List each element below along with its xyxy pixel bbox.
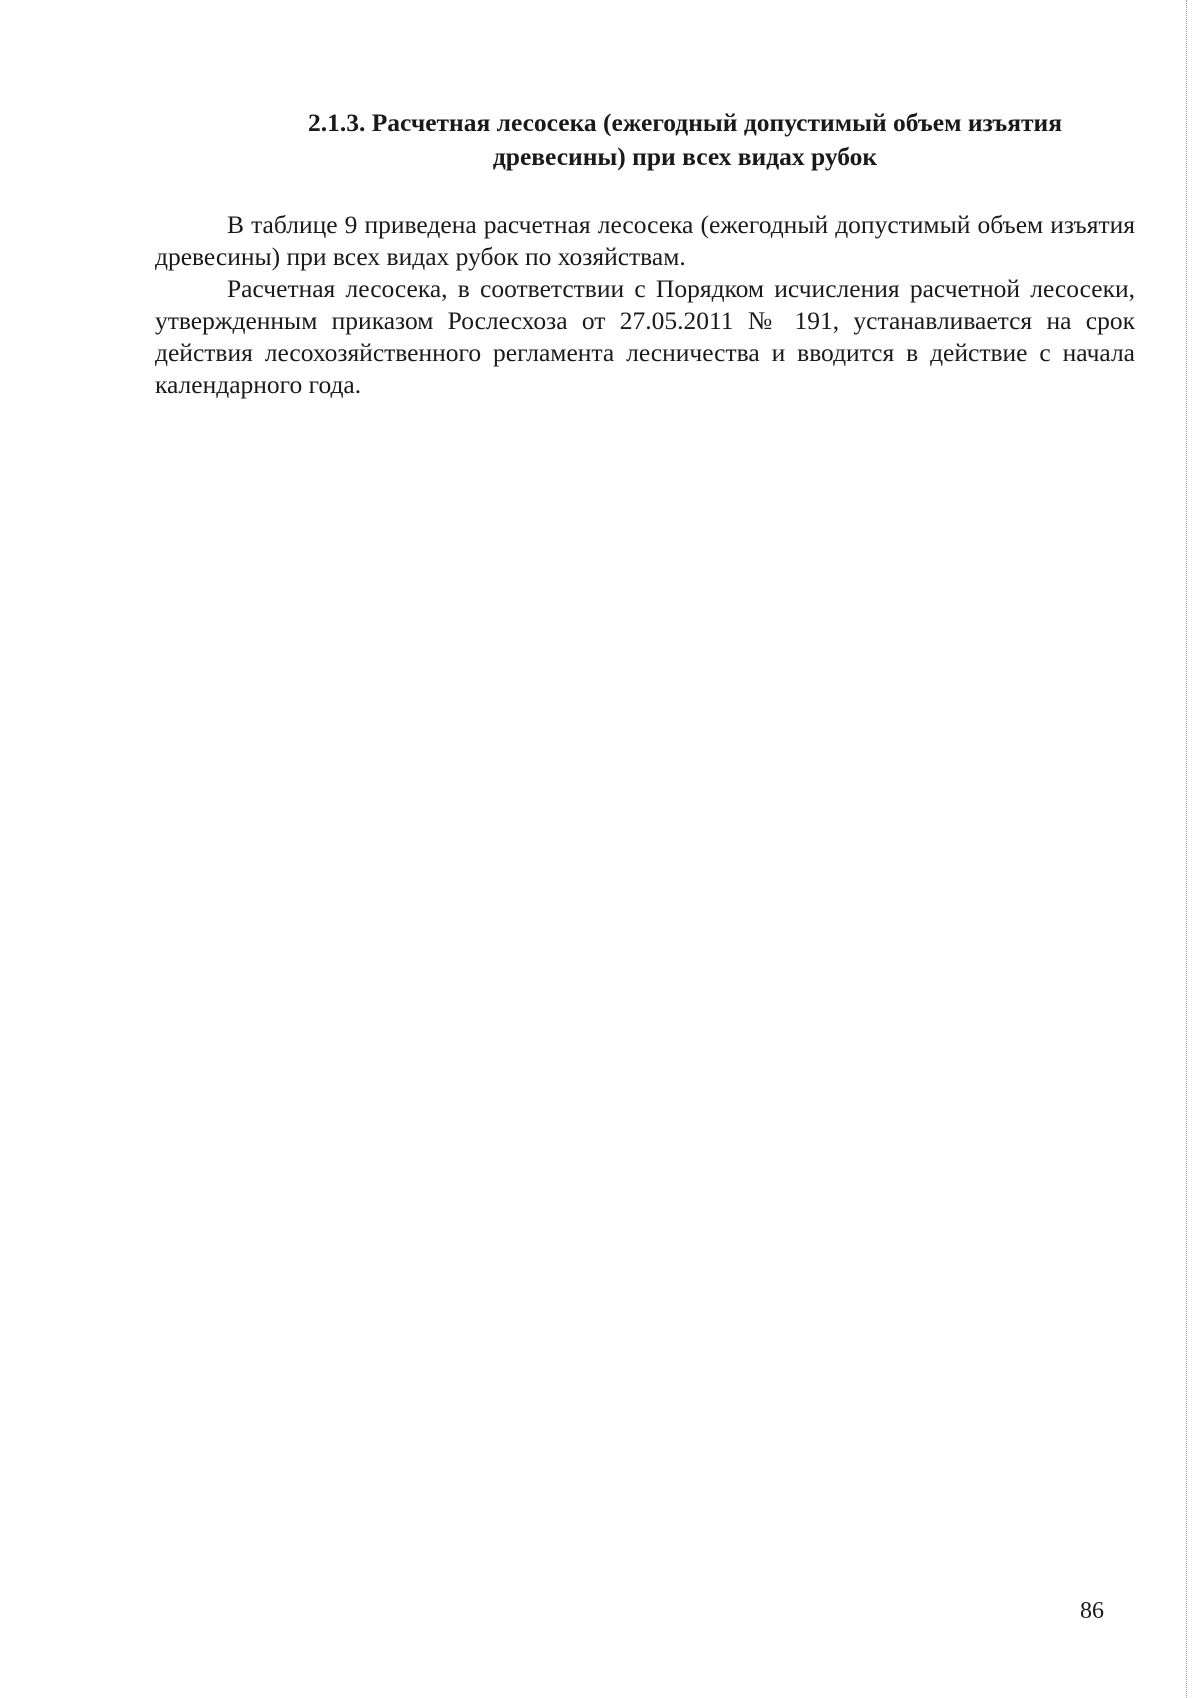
section-title-line-1: 2.1.3. Расчетная лесосека (ежегодный допустимый объем изъятия [307,108,1063,137]
section-title [160,106,1128,174]
section-title-line-2: древесины) при всех видах рубок [492,142,878,171]
scan-edge-line [1186,0,1187,1698]
paragraph-2: Расчетная лесосека, в соответствии с Порядком исчисления расчетной лесосеки, утвержденным приказом Рослесхоза от 27.05.2011 № 191, устанавливается на срок действия лесохозяйственного регламента лесничества и вводится в действие с начала календарного года. [155,274,1135,399]
page-number: 86 [1080,1598,1104,1624]
body-text [155,209,1135,401]
paragraph-1: В таблице 9 приведена расчетная лесосека (ежегодный допустимый объем изъятия древесины) при всех видах рубок по хозяйствам. [155,210,1135,271]
